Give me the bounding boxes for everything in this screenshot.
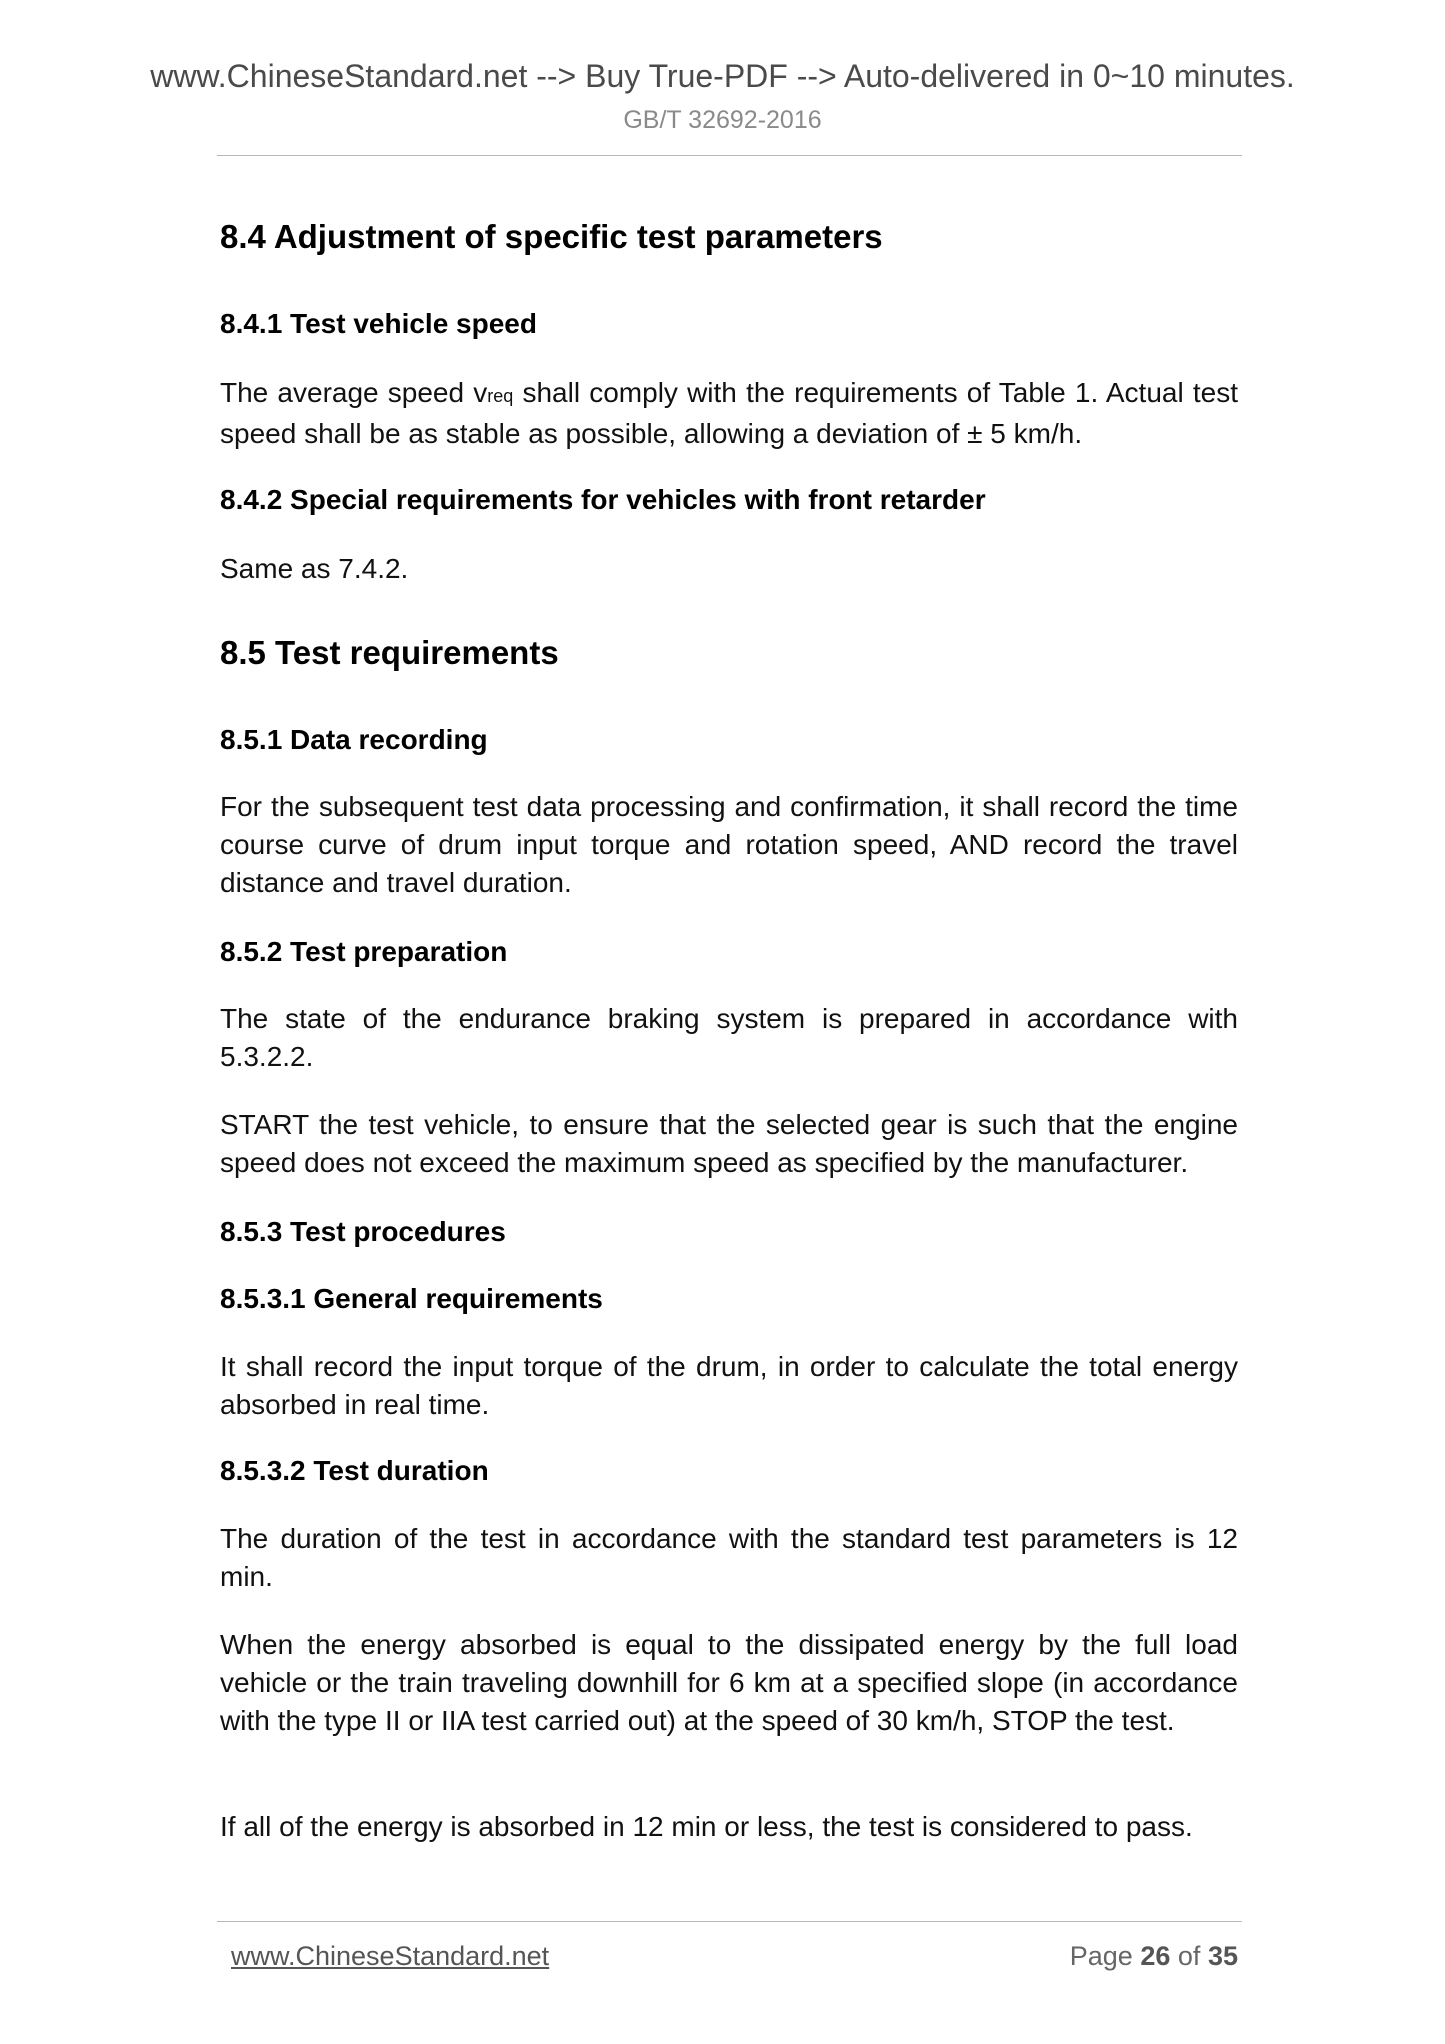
heading-8-5-3: 8.5.3 Test procedures [220,1216,506,1247]
paragraph-8-5-3-2-b: When the energy absorbed is equal to the dissipated energy by the full load vehicle or the train traveling downhill for 6 km at a specified slope (in accordance with the type II or IIA test carried out) at the speed of 30 km/h, STOP the test. [220,1629,1238,1736]
page-number [1070,1941,1238,1972]
page-word: Page [1069,1941,1133,1971]
paragraph-8-4-1 [220,374,1238,453]
heading-8-5-3-2: 8.5.3.2 Test duration [220,1455,489,1486]
paragraph-8-5-3-1: It shall record the input torque of the drum, in order to calculate the total energy absorbed in real time. [220,1351,1238,1420]
heading-8-5-3-1: 8.5.3.1 General requirements [220,1283,603,1314]
paragraph-8-5-2-a: The state of the endurance braking system is prepared in accordance with 5.3.2.2. [220,1003,1238,1072]
header-divider [217,155,1242,156]
page-current: 26 [1140,1941,1171,1971]
header-banner: www.ChineseStandard.net --> Buy True-PDF --> Auto-delivered in 0~10 minutes. [150,58,1295,94]
paragraph-8-5-2-b: START the test vehicle, to ensure that the selected gear is such that the engine speed does not exceed the maximum speed as specified by the manufacturer. [220,1109,1238,1178]
footer-divider [217,1921,1242,1922]
paragraph-8-4-2: Same as 7.4.2. [220,553,409,584]
footer-website-link[interactable]: www.ChineseStandard.net [231,1941,550,1971]
heading-8-4-2: 8.4.2 Special requirements for vehicles with front retarder [220,484,986,515]
paragraph-8-5-1: For the subsequent test data processing and confirmation, it shall record the time course curve of drum input torque and rotation speed, AND record the travel distance and travel duration. [220,791,1238,898]
subscript-req: req [487,386,514,406]
heading-8-5: 8.5 Test requirements [220,634,559,671]
paragraph-8-5-3-2-c: If all of the energy is absorbed in 12 min or less, the test is considered to pass. [220,1811,1193,1842]
text-part: The average speed v [220,377,488,408]
text-part: shall comply with the requirements of Table 1. Actual test speed shall be as stable as possible, allowing a deviation of ± 5 km/h. [220,377,1239,449]
heading-8-5-2: 8.5.2 Test preparation [220,936,508,967]
heading-8-5-1: 8.5.1 Data recording [220,724,488,755]
document-id: GB/T 32692-2016 [623,106,822,134]
page-of: of [1177,1941,1201,1971]
paragraph-8-5-3-2-a: The duration of the test in accordance with the standard test parameters is 12 min. [220,1523,1238,1592]
heading-8-4: 8.4 Adjustment of specific test parameters [220,218,883,255]
page-total: 35 [1207,1941,1238,1971]
heading-8-4-1: 8.4.1 Test vehicle speed [220,308,537,339]
